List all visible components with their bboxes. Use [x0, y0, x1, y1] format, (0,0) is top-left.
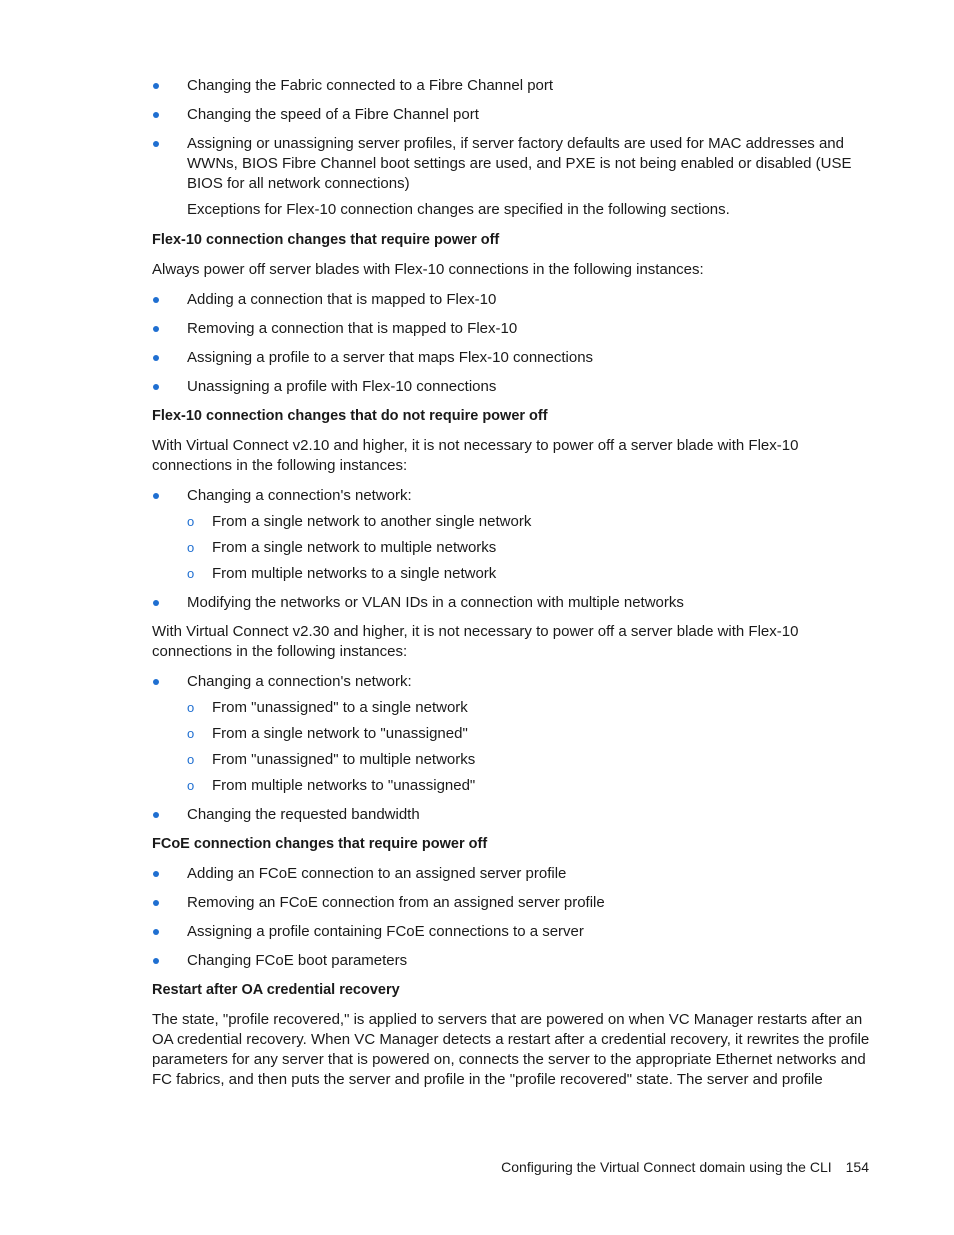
page-footer	[501, 1157, 869, 1177]
bullet-list	[152, 672, 872, 825]
bullet-list	[152, 290, 872, 397]
list-item: Adding a connection that is mapped to Flex-10	[152, 290, 872, 310]
sub-list	[187, 512, 872, 584]
bullet-list	[152, 76, 872, 194]
list-item: Assigning or unassigning server profiles, if server factory defaults are used for MAC addresses and WWNs, BIOS Fibre Channel boot settings are used, and PXE is not being enabled or disabled (USE BIOS for all network connections)	[152, 134, 872, 194]
section-heading: Flex-10 connection changes that require power off	[152, 232, 500, 248]
section-heading: FCoE connection changes that require power off	[152, 836, 488, 852]
footer-title: Configuring the Virtual Connect domain using the CLI	[501, 1159, 832, 1175]
section-heading: Flex-10 connection changes that do not require power off	[152, 408, 548, 424]
paragraph: The state, "profile recovered," is applied to servers that are powered on when VC Manager restarts after an OA credential recovery. When VC Manager detects a restart after a credential recovery, it rewrites the profile parameters for any server that is powered on, connects the server to the appropriate Ethernet networks and FC fabrics, and then puts the server and profile in the "profile recovered" state. The server and profile	[152, 1011, 870, 1088]
list-item: Modifying the networks or VLAN IDs in a connection with multiple networks	[152, 593, 872, 613]
paragraph: Always power off server blades with Flex-10 connections in the following instances:	[152, 261, 704, 278]
sub-list-item: o From multiple networks to a single network	[187, 564, 872, 584]
sub-list	[187, 698, 872, 796]
list-item: Removing a connection that is mapped to Flex-10	[152, 319, 872, 339]
document-page	[152, 76, 872, 1100]
sub-list-item: o From a single network to another single network	[187, 512, 872, 532]
list-item: Changing the speed of a Fibre Channel port	[152, 105, 872, 125]
bullet-list	[152, 864, 872, 971]
list-item-text: Changing a connection's network:	[187, 487, 412, 504]
paragraph: With Virtual Connect v2.30 and higher, it is not necessary to power off a server blade with Flex-10 connections in the following instances:	[152, 623, 799, 660]
list-item: Changing FCoE boot parameters	[152, 951, 872, 971]
bullet-list	[152, 486, 872, 613]
paragraph: With Virtual Connect v2.10 and higher, it is not necessary to power off a server blade with Flex-10 connections in the following instances:	[152, 437, 799, 474]
list-item: Unassigning a profile with Flex-10 connections	[152, 377, 872, 397]
page-number: 154	[845, 1159, 869, 1175]
list-item: Removing an FCoE connection from an assigned server profile	[152, 893, 872, 913]
sub-list-item: o From a single network to "unassigned"	[187, 724, 872, 744]
sub-list-item: o From a single network to multiple networks	[187, 538, 872, 558]
list-item: Changing the requested bandwidth	[152, 805, 872, 825]
list-item	[152, 672, 872, 796]
list-item: Adding an FCoE connection to an assigned server profile	[152, 864, 872, 884]
sub-list-item: o From multiple networks to "unassigned"	[187, 776, 872, 796]
section-heading: Restart after OA credential recovery	[152, 982, 400, 998]
list-item: Changing the Fabric connected to a Fibre Channel port	[152, 76, 872, 96]
sub-list-item: o From "unassigned" to multiple networks	[187, 750, 872, 770]
list-item: Assigning a profile to a server that maps Flex-10 connections	[152, 348, 872, 368]
list-item: Assigning a profile containing FCoE connections to a server	[152, 922, 872, 942]
list-item-text: Changing a connection's network:	[187, 673, 412, 690]
list-item	[152, 486, 872, 584]
note-paragraph: Exceptions for Flex-10 connection changes are specified in the following sections.	[187, 201, 730, 218]
sub-list-item: o From "unassigned" to a single network	[187, 698, 872, 718]
